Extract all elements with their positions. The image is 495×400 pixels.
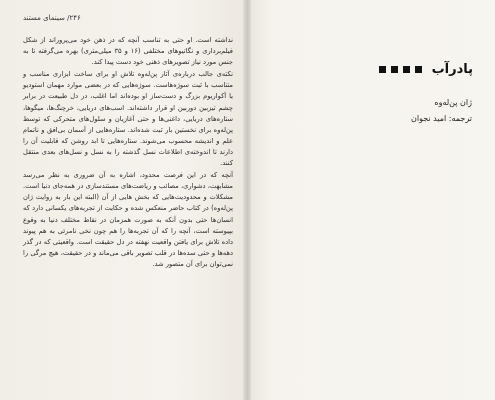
paragraph: نکته‌ی جالب درباره‌ی آثار پن‌له‌وه تلاش او برای ساخت ابزاری مناسب و متناسب با ثبت سوژه‌هاست. سوژه‌هایی که در بعضی موارد مهمان استودیو یا آکواریوم بزرگ و دست‌ساز او بوده‌اند اما اغلب، در دل طبیعت در برابر چشم تیزبین دوربین او قرار داشته‌اند. اسب‌های دریایی، خرچنگ‌ها، میگوها، ستاره‌های دریایی، داغنی‌ها و حتی آغازیان و سلول‌های متحرکی که توسط پن‌له‌وه برای نخستین بار ثبت شده‌اند. ستاره‌هایی از آسمان بی‌افق و ناتمام علم و اندیشه محسوب می‌شوند. ستاره‌هایی تا ابد روشن که قابلیت آن را دارند تا اندوخته‌ی اطلاعات نسل گذشته را به نسل و نسل‌های بعدی منتقل کنند. bbox=[23, 70, 233, 168]
paragraph: نداشته است. او حتی به تناسب آنچه که در ذهن خود می‌پروراند از شکل فیلم‌برداری و نگاتیوهای مختلفی (۱۶ و ۳۵ میلی‌متری) بهره می‌گرفته تا به جنس مورد نیاز تصویرهای ذهنی خود دست پیدا کند. bbox=[23, 36, 233, 67]
chapter-heading bbox=[275, 62, 473, 77]
right-page bbox=[247, 0, 495, 400]
paragraph: آنچه که در این فرصت محدود، اشاره به آن ضروری به نظر می‌رسد مشابهت، دشواری، مصائب و ریاضت‌های مستندسازی در همه‌جای دنیا است. مشکلات و محدودیت‌هایی که بخش هایی از آن (البته این بار به روایت ژان پن‌له‌وه) در کتاب حاضر منعکس شده و حکایت از تجربه‌های یکسانی دارد که انسان‌ها حتی بدون آنکه به صورت همزمان در نقاط مختلف دنیا به وقوع بپیوسته است، آنچه را که آن تجربه‌ها را هم چون نخی نامرئی به هم پیوند داده تلاش برای یافتن واقعیت نهفته در دل حقیقت است. واقعیتی که در گذر دهه‌ها و حتی سده‌ها در قلب تصویر باقی می‌ماند و در حقیقت، هیچ مرگی را نمی‌توان برای آن متصور شد. bbox=[23, 171, 233, 268]
ornament-squares-icon bbox=[379, 66, 422, 73]
book-gutter bbox=[243, 0, 251, 400]
translator-name: ترجمه: امید نجوان bbox=[410, 114, 472, 123]
author-name: ژان پن‌له‌وه bbox=[434, 98, 472, 107]
body-text bbox=[23, 35, 233, 375]
running-head: ۲۴۶/ سینمای مستند bbox=[23, 14, 81, 22]
chapter-title: پادرآب bbox=[431, 62, 473, 77]
